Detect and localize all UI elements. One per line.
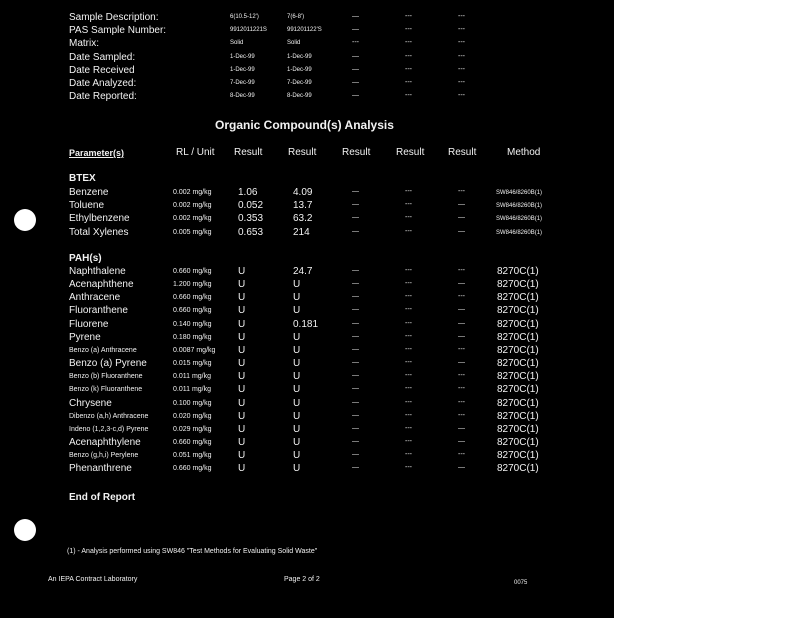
- header-value: ---: [458, 26, 465, 34]
- row-result-3: —: [352, 319, 359, 327]
- row-method: 8270C(1): [497, 318, 539, 330]
- row-rl: 0.011 mg/kg: [173, 386, 212, 394]
- row-result-5: —: [458, 201, 465, 209]
- row-result-5: ---: [458, 293, 465, 301]
- row-result-3: —: [352, 332, 359, 340]
- row-result-5: ---: [458, 188, 465, 195]
- col-result-3: Result: [342, 147, 371, 158]
- row-result-4: ---: [405, 372, 412, 380]
- header-value: 7-Dec-99: [287, 80, 312, 86]
- header-value: ---: [405, 79, 412, 86]
- header-label: Date Reported:: [69, 91, 137, 103]
- row-result-5: ---: [458, 385, 465, 393]
- header-value: 1-Dec-99: [287, 53, 312, 60]
- row-rl: 0.020 mg/kg: [173, 412, 212, 420]
- header-value: 8-Dec-99: [287, 93, 312, 100]
- row-result-5: ---: [458, 398, 465, 406]
- header-value: 7-Dec-99: [230, 80, 255, 86]
- header-value: ---: [458, 13, 465, 20]
- end-of-report: End of Report: [69, 492, 136, 503]
- header-label: Date Received: [69, 64, 135, 76]
- row-result-1: 0.653: [238, 226, 264, 238]
- row-result-2: 24.7: [293, 266, 313, 277]
- row-parameter: Benzo (a) Anthracene: [69, 346, 137, 354]
- row-method: SW846/8260B(1): [496, 229, 543, 236]
- row-result-1: U: [238, 305, 246, 317]
- row-result-3: —: [352, 398, 359, 406]
- row-method: 8270C(1): [497, 279, 539, 291]
- row-method: 8270C(1): [497, 397, 539, 409]
- row-parameter: Anthracene: [69, 292, 121, 304]
- row-result-5: ---: [458, 345, 465, 353]
- row-result-3: —: [352, 437, 359, 445]
- row-result-3: —: [352, 267, 359, 274]
- row-method: 8270C(1): [497, 410, 539, 422]
- row-result-4: ---: [405, 345, 412, 353]
- header-value: ---: [458, 39, 465, 47]
- footer-doc-number: 0075: [514, 580, 528, 586]
- row-method: SW846/8260B(1): [496, 190, 543, 196]
- col-method: Method: [507, 147, 541, 158]
- header-value: 7(6-8'): [287, 14, 305, 20]
- row-method: 8270C(1): [497, 423, 539, 435]
- row-rl: 1.200 mg/kg: [173, 281, 212, 289]
- row-rl: 0.002 mg/kg: [173, 189, 212, 196]
- row-result-5: —: [458, 359, 465, 367]
- row-result-5: —: [458, 437, 465, 445]
- pah-heading: PAH(s): [69, 253, 102, 264]
- row-result-1: U: [238, 371, 246, 383]
- row-parameter: Benzene: [69, 187, 109, 198]
- header-value: ---: [458, 92, 465, 100]
- row-result-4: ---: [405, 267, 412, 274]
- row-result-1: U: [238, 463, 246, 475]
- header-value: —: [352, 92, 359, 100]
- header-value: —: [352, 26, 359, 34]
- row-parameter: Toluene: [69, 200, 105, 212]
- row-rl: 0.002 mg/kg: [173, 202, 212, 210]
- row-result-4: ---: [405, 332, 412, 340]
- row-rl: 0.002 mg/kg: [173, 215, 212, 223]
- footnote: (1) - Analysis performed using SW846 "Test Methods for Evaluating Solid Waste": [67, 548, 318, 555]
- row-rl: 0.180 mg/kg: [173, 333, 212, 341]
- row-rl: 0.015 mg/kg: [173, 360, 212, 368]
- header-label: Date Analyzed:: [69, 78, 137, 89]
- header-value: 1-Dec-99: [287, 66, 312, 73]
- row-method: 8270C(1): [497, 384, 539, 396]
- col-result-5: Result: [448, 147, 477, 158]
- row-result-3: —: [352, 451, 359, 459]
- header-value: ---: [352, 39, 359, 47]
- row-result-5: ---: [458, 451, 465, 459]
- row-result-4: ---: [405, 227, 412, 235]
- header-label: Matrix:: [69, 38, 99, 50]
- row-result-2: U: [293, 463, 301, 475]
- row-parameter: Pyrene: [69, 331, 101, 343]
- row-result-4: ---: [405, 201, 412, 209]
- row-result-1: 1.06: [238, 187, 258, 198]
- row-result-4: ---: [405, 411, 412, 419]
- row-method: 8270C(1): [497, 305, 539, 317]
- row-result-3: —: [352, 280, 359, 288]
- header-value: 6(10.5-12'): [230, 14, 259, 20]
- row-result-5: ---: [458, 372, 465, 380]
- btex-heading: BTEX: [69, 173, 96, 184]
- header-value: —: [352, 13, 359, 20]
- row-rl: 0.005 mg/kg: [173, 228, 212, 236]
- row-result-4: ---: [405, 214, 412, 222]
- row-parameter: Benzo (g,h,i) Perylene: [69, 452, 139, 460]
- row-method: 8270C(1): [497, 371, 539, 383]
- row-parameter: Total Xylenes: [69, 226, 129, 238]
- header-value: ---: [458, 52, 465, 60]
- row-result-5: —: [458, 319, 465, 327]
- header-label: PAS Sample Number:: [69, 25, 167, 37]
- row-result-3: —: [352, 227, 359, 235]
- row-result-2: U: [293, 305, 301, 317]
- row-parameter: Phenanthrene: [69, 463, 132, 475]
- row-result-3: —: [352, 464, 359, 472]
- row-result-1: U: [238, 292, 246, 304]
- header-value: ---: [405, 39, 412, 47]
- row-method: 8270C(1): [497, 358, 539, 370]
- row-result-1: U: [238, 410, 246, 422]
- row-result-5: —: [458, 227, 465, 235]
- row-result-3: —: [352, 345, 359, 353]
- row-parameter: Dibenzo (a,h) Anthracene: [69, 412, 149, 420]
- row-result-3: —: [352, 359, 359, 367]
- row-result-3: —: [352, 306, 359, 314]
- row-result-3: —: [352, 372, 359, 380]
- row-result-1: U: [238, 279, 246, 291]
- row-result-1: 0.353: [238, 213, 264, 225]
- row-result-2: 4.09: [293, 187, 313, 198]
- row-result-5: ---: [458, 267, 465, 274]
- row-result-2: U: [293, 423, 301, 435]
- row-result-3: —: [352, 188, 359, 195]
- row-rl: 0.100 mg/kg: [173, 399, 212, 407]
- row-parameter: Ethylbenzene: [69, 213, 130, 225]
- row-result-2: U: [293, 358, 301, 370]
- header-value: 8-Dec-99: [230, 93, 255, 100]
- row-result-2: U: [293, 371, 301, 383]
- row-method: 8270C(1): [497, 331, 539, 343]
- row-rl: 0.660 mg/kg: [173, 294, 212, 302]
- row-result-1: U: [238, 450, 246, 462]
- row-rl: 0.051 mg/kg: [173, 452, 212, 460]
- row-rl: 0.660 mg/kg: [173, 438, 212, 446]
- binder-hole-bottom: [14, 519, 36, 541]
- header-value: ---: [405, 65, 412, 73]
- row-result-2: U: [293, 397, 301, 409]
- row-result-1: U: [238, 344, 246, 356]
- col-result-4: Result: [396, 147, 425, 158]
- header-value: ---: [405, 92, 412, 100]
- header-value: ---: [405, 13, 412, 20]
- row-result-4: ---: [405, 293, 412, 301]
- col-result-2: Result: [288, 147, 317, 158]
- header-value: ---: [458, 65, 465, 73]
- row-result-3: —: [352, 424, 359, 432]
- header-value: Solid: [230, 40, 244, 47]
- footer-page: Page 2 of 2: [284, 576, 320, 583]
- row-result-1: U: [238, 397, 246, 409]
- row-rl: 0.660 mg/kg: [173, 465, 212, 473]
- row-result-4: ---: [405, 385, 412, 393]
- row-result-3: —: [352, 201, 359, 209]
- row-result-1: U: [238, 384, 246, 396]
- row-result-2: 63.2: [293, 213, 313, 225]
- row-result-2: U: [293, 410, 301, 422]
- row-result-2: U: [293, 279, 301, 291]
- row-result-1: U: [238, 358, 246, 370]
- col-result-1: Result: [234, 147, 263, 158]
- row-parameter: Naphthalene: [69, 266, 126, 277]
- row-result-4: ---: [405, 306, 412, 314]
- row-method: 8270C(1): [497, 292, 539, 304]
- header-value: 991201122'S: [287, 27, 322, 34]
- footer-lab: An IEPA Contract Laboratory: [48, 576, 138, 583]
- row-result-1: U: [238, 331, 246, 343]
- row-result-5: —: [458, 332, 465, 340]
- row-result-3: —: [352, 214, 359, 222]
- row-result-4: ---: [405, 398, 412, 406]
- row-rl: 0.660 mg/kg: [173, 307, 212, 315]
- header-value: ---: [405, 52, 412, 60]
- row-parameter: Acenaphthene: [69, 279, 134, 291]
- row-result-2: U: [293, 344, 301, 356]
- row-result-2: U: [293, 331, 301, 343]
- row-result-5: ---: [458, 411, 465, 419]
- row-parameter: Fluorene: [69, 318, 109, 330]
- header-label: Sample Description:: [69, 12, 159, 23]
- row-result-4: ---: [405, 319, 412, 327]
- row-result-2: U: [293, 450, 301, 462]
- row-parameter: Benzo (a) Pyrene: [69, 358, 147, 370]
- row-rl: 0.011 mg/kg: [173, 373, 212, 381]
- row-result-4: ---: [405, 359, 412, 367]
- row-result-5: —: [458, 464, 465, 472]
- row-result-3: —: [352, 385, 359, 393]
- header-value: ---: [405, 26, 412, 34]
- row-method: 8270C(1): [497, 463, 539, 475]
- section-title: Organic Compound(s) Analysis: [215, 118, 394, 132]
- header-value: —: [352, 65, 359, 73]
- row-result-3: —: [352, 411, 359, 419]
- row-rl: 0.660 mg/kg: [173, 268, 212, 275]
- row-parameter: Indeno (1,2,3-c,d) Pyrene: [69, 425, 149, 433]
- row-method: SW846/8260B(1): [496, 216, 543, 223]
- header-value: 9912011221S: [230, 27, 267, 34]
- row-result-1: U: [238, 318, 246, 330]
- row-result-5: —: [458, 280, 465, 288]
- header-value: Solid: [287, 40, 301, 47]
- header-value: 1-Dec-99: [230, 66, 255, 73]
- row-parameter: Benzo (k) Fluoranthene: [69, 386, 143, 394]
- row-parameter: Benzo (b) Fluoranthene: [69, 373, 143, 381]
- header-value: —: [352, 79, 359, 86]
- row-result-4: ---: [405, 437, 412, 445]
- header-value: 1-Dec-99: [230, 53, 255, 60]
- row-result-3: —: [352, 293, 359, 301]
- row-rl: 0.140 mg/kg: [173, 320, 212, 328]
- row-method: 8270C(1): [497, 344, 539, 356]
- row-parameter: Acenaphthylene: [69, 436, 141, 448]
- row-method: 8270C(1): [497, 450, 539, 462]
- row-method: 8270C(1): [497, 266, 539, 277]
- header-value: ---: [458, 79, 465, 86]
- row-method: 8270C(1): [497, 436, 539, 448]
- row-result-4: ---: [405, 451, 412, 459]
- row-result-1: U: [238, 436, 246, 448]
- row-result-2: 0.181: [293, 318, 319, 330]
- row-result-5: —: [458, 214, 465, 222]
- row-result-2: U: [293, 384, 301, 396]
- row-result-2: 13.7: [293, 200, 313, 212]
- row-result-5: —: [458, 306, 465, 314]
- row-result-1: U: [238, 266, 246, 277]
- row-result-4: ---: [405, 280, 412, 288]
- row-result-4: ---: [405, 464, 412, 472]
- row-rl: 0.029 mg/kg: [173, 425, 212, 433]
- row-result-2: 214: [293, 226, 310, 238]
- row-result-5: —: [458, 424, 465, 432]
- binder-hole-top: [14, 209, 36, 231]
- row-result-2: U: [293, 436, 301, 448]
- row-parameter: Fluoranthene: [69, 305, 128, 317]
- row-method: SW846/8260B(1): [496, 203, 543, 210]
- row-result-4: ---: [405, 188, 412, 195]
- col-rl: RL / Unit: [176, 147, 215, 158]
- row-parameter: Chrysene: [69, 397, 112, 409]
- header-label: Date Sampled:: [69, 51, 136, 63]
- row-result-4: ---: [405, 424, 412, 432]
- col-parameter: Parameter(s): [69, 148, 125, 158]
- header-value: —: [352, 52, 359, 60]
- row-result-2: U: [293, 292, 301, 304]
- row-result-1: 0.052: [238, 200, 264, 212]
- row-rl: 0.0087 mg/kg: [173, 346, 216, 354]
- row-result-1: U: [238, 423, 246, 435]
